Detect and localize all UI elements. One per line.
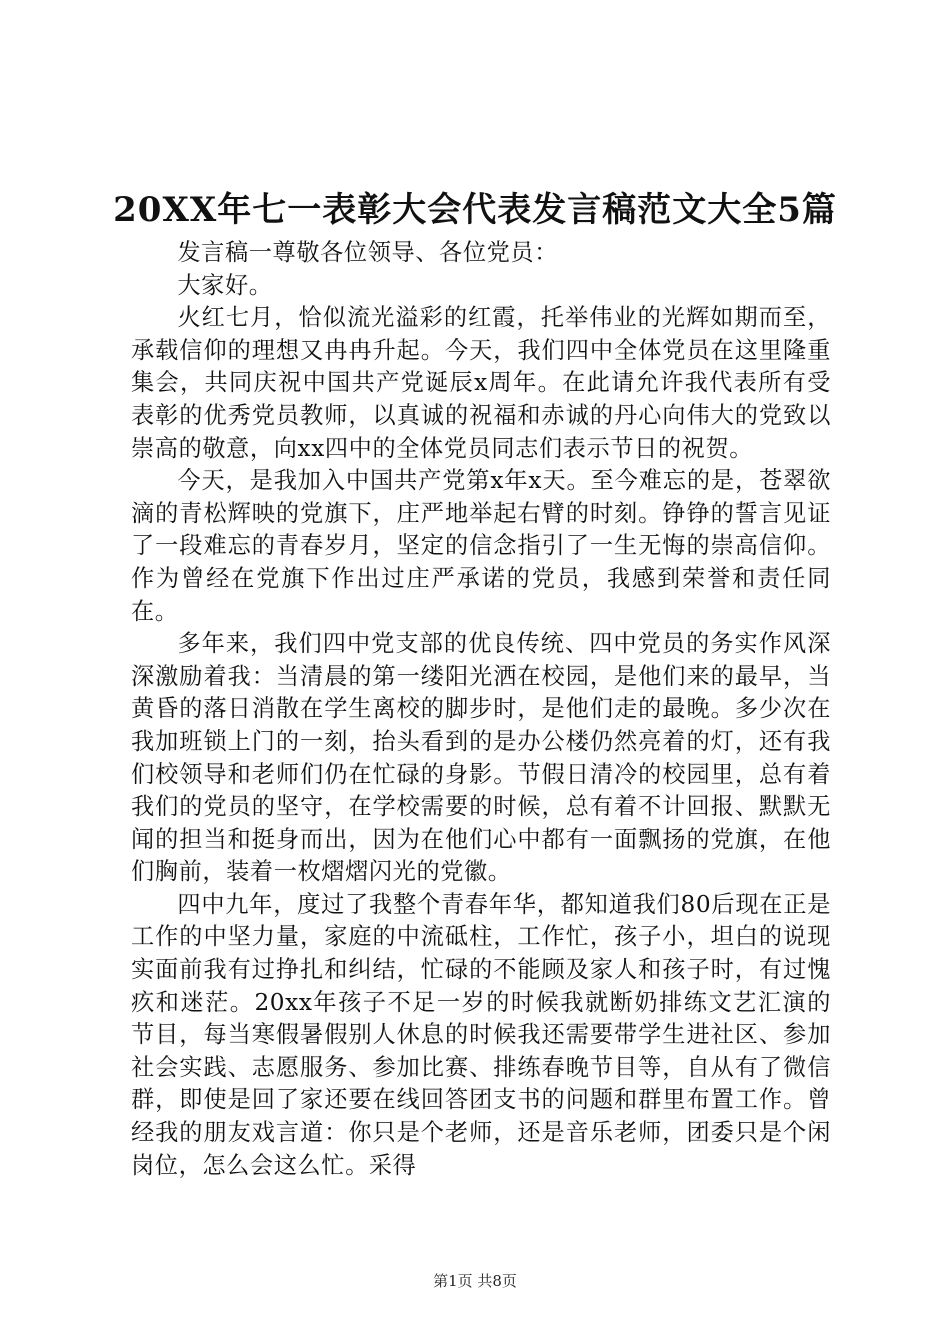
paragraph: 火红七月，恰似流光溢彩的红霞，托举伟业的光辉如期而至，承载信仰的理想又冉冉升起。今天，我们四中全体党员在这里隆重集会，共同庆祝中国共产党诞辰x周年。在此请允许我代表所有受表彰的优秀党员教师，以真诚的祝福和赤诚的丹心向伟大的党致以崇高的敬意，向xx四中的全体党员同志们表示节日的祝贺。 — [131, 304, 831, 462]
paragraph: 多年来，我们四中党支部的优良传统、四中党员的务实作风深深激励着我：当清晨的第一缕阳光洒在校园，是他们来的最早，当黄昏的落日消散在学生离校的脚步时，是他们走的最晚。多少次在我加班锁上门的一刻，抬头看到的是办公楼仍然亮着的灯，还有我们校领导和老师们仍在忙碌的身影。节假日清冷的校园里，总有着我们的党员的坚守，在学校需要的时候，总有着不计回报、默默无闻的担当和挺身而出，因为在他们心中都有一面飘扬的党旗，在他们胸前，装着一枚熠熠闪光的党徽。 — [131, 630, 831, 886]
document-title: 20XX年七一表彰大会代表发言稿范文大全5篇 — [113, 190, 837, 230]
paragraph: 今天，是我加入中国共产党第x年x天。至今难忘的是，苍翠欲滴的青松辉映的党旗下，庄严地举起右臂的时刻。铮铮的誓言见证了一段难忘的青春岁月，坚定的信念指引了一生无悔的崇高信仰。作为曾经在党旗下作出过庄严承诺的党员，我感到荣誉和责任同在。 — [131, 467, 831, 625]
paragraph: 四中九年，度过了我整个青春年华，都知道我们80后现在正是工作的中坚力量，家庭的中流砥柱，工作忙，孩子小，坦白的说现实面前我有过挣扎和纠结，忙碌的不能顾及家人和孩子时，有过愧疚和迷茫。20xx年孩子不足一岁的时候我就断奶排练文艺汇演的节目，每当寒假暑假别人休息的时候我还需要带学生进社区、参加社会实践、志愿服务、参加比赛、排练春晚节目等，自从有了微信群，即使是回了家还要在线回答团支书的问题和群里布置工作。曾经我的朋友戏言道：你只是个老师，还是音乐老师，团委只是个闲岗位，怎么会这么忙。采得 — [131, 890, 831, 1179]
paragraph-greeting: 大家好。 — [177, 271, 273, 299]
paragraph-salutation: 发言稿一尊敬各位领导、各位党员： — [177, 239, 558, 266]
document-body — [131, 237, 831, 1182]
page-footer: 第1页 共8页 — [433, 1272, 517, 1290]
